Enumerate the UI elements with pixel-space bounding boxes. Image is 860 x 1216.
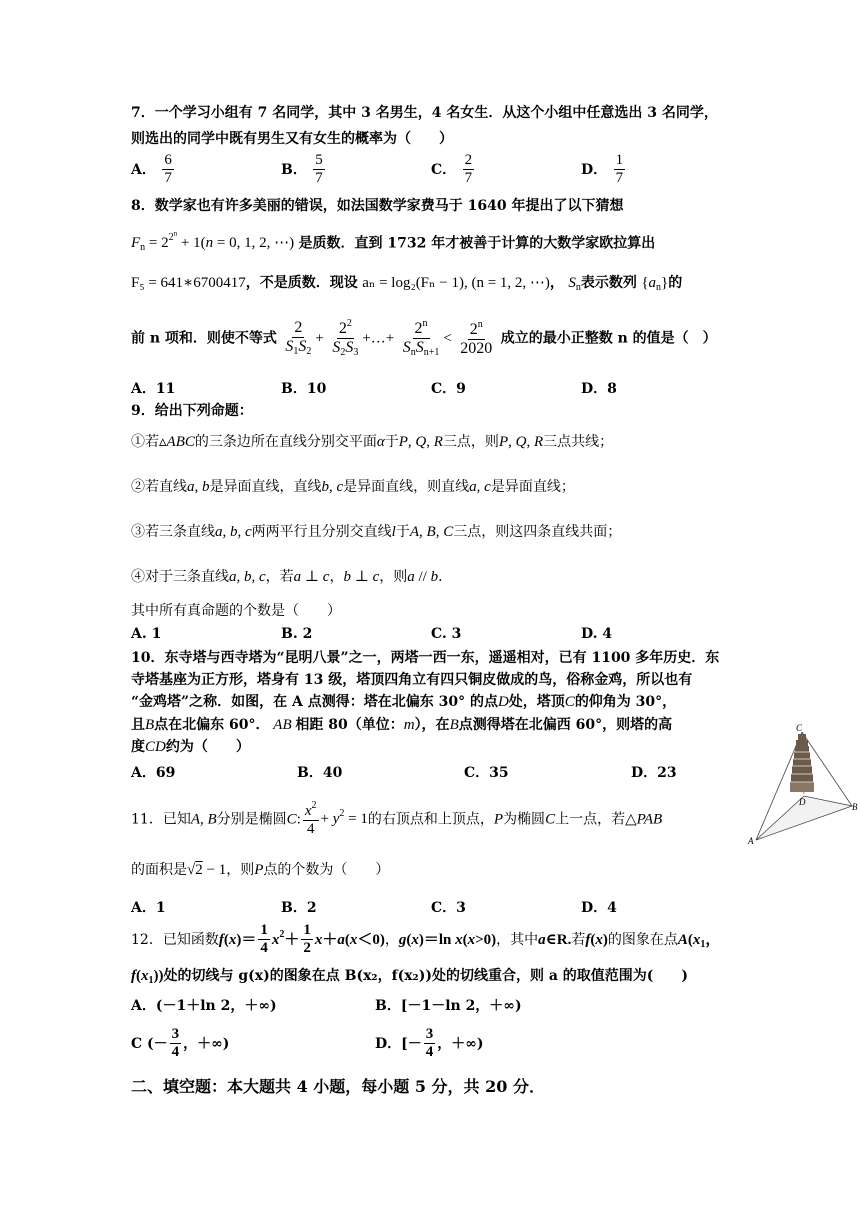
pagoda-icon	[790, 734, 814, 792]
q7-stem-line2: 则选出的同学中既有男生又有女生的概率为（ ）	[131, 131, 453, 147]
q7-option-b-fraction: $\frac{5}{7}$	[315, 152, 323, 187]
q9-option-c[interactable]: C. 3	[431, 626, 462, 642]
q10-stem-line5: 度CD约为（ ）	[131, 739, 250, 755]
q8-option-c[interactable]: C．9	[431, 381, 466, 397]
q10-stem-line3: “金鸡塔”之称．如图，在 A 点测得：塔在北偏东 30° 的点D处，塔顶C的仰角为 30°，	[131, 694, 677, 710]
q12-stem-line1: 12．已知函数f(x)＝ $\frac{1}{4}$ $x^2+$ $\frac{1}{2}$ x＋a(x＜0)，g(x)＝ln x(x>0)，其中a∈R.若f(x)的图象在点$A(x_1$，	[131, 922, 721, 957]
q10-stem-line1: 10．东寺塔与西寺塔为“昆明八景”之一，两塔一西一东，遥遥相对，已有 1100 多年历史．东	[131, 650, 720, 666]
q10-option-c[interactable]: C．35	[464, 765, 509, 781]
q12-option-c[interactable]: C (－ $\frac{3}{4}$ ，＋∞)	[131, 1026, 230, 1061]
q9-question: 其中所有真命题的个数是（ ）	[131, 603, 341, 619]
section-2-heading: 二、填空题：本大题共 4 小题，每小题 5 分，共 20 分．	[131, 1077, 545, 1096]
q7-option-d[interactable]: D． $\frac{1}{7}$	[581, 152, 624, 187]
q9-option-b[interactable]: B. 2	[281, 626, 313, 642]
q11-option-c[interactable]: C．3	[431, 900, 466, 916]
figure-label-d: D	[799, 797, 806, 807]
q7-option-d-fraction: $\frac{1}{7}$	[615, 152, 624, 187]
q10-option-b[interactable]: B．40	[297, 765, 343, 781]
q11-option-a[interactable]: A．1	[131, 900, 166, 916]
q12-stem-line2: $f(x_1)$)处的切线与 g(x)的图象在点 B(x₂，f(x₂))处的切线重合，则 a 的取值范围为( )	[131, 968, 689, 986]
q7-stem-line1: 7．一个学习小组有 7 名同学，其中 3 名男生，4 名女生．从这个小组中任意选出 3 名同学，	[131, 105, 718, 121]
fermat-formula: $F_n = 2^{2^n} + 1(n = 0$, 1, 2, ⋯)	[131, 230, 295, 254]
q8-option-a[interactable]: A．11	[131, 381, 176, 397]
figure-label-b: B	[852, 802, 858, 812]
sequence-definition: aₙ = log₂(Fₙ − 1), (n = 1, 2, ⋯)	[362, 275, 550, 291]
q11-stem-line2: 的面积是√2 − 1，则P点的个数为（ ）	[131, 862, 390, 878]
q7-option-c[interactable]: C． $\frac{2}{7}$	[431, 152, 473, 187]
q9-proposition-1: ①若▵ABC的三条边所在直线分别交平面α于P, Q, R三点，则P, Q, R三点共线；	[131, 434, 614, 450]
figure-label-a: A	[748, 836, 754, 846]
q9-proposition-4: ④对于三条直线a, b, c，若a ⊥ c，b ⊥ c，则a // b．	[131, 569, 453, 585]
q9-proposition-2: ②若直线a, b是异面直线，直线b, c是异面直线，则直线a, c是异面直线；	[131, 479, 575, 495]
q8-option-d[interactable]: D．8	[581, 381, 617, 397]
q8-stem-line2: $F_n = 2^{2^n} + 1(n = 0$, 1, 2, ⋯) 是质数．直到 1732 年才被善于计算的大数学家欧拉算出	[131, 230, 656, 254]
q9-option-d[interactable]: D. 4	[581, 626, 613, 642]
q7-option-b[interactable]: B． $\frac{5}{7}$	[281, 152, 323, 187]
figure-label-c: C	[796, 723, 803, 733]
q12-option-b[interactable]: B．[－1－ln 2，＋∞)	[375, 998, 522, 1014]
q8-stem-line3: F₅ = 641∗6700417，不是质数．现设 aₙ = log₂(Fₙ − 1), (n = 1, 2, ⋯)， $S_n$表示数列 $\{a_n\}$的	[131, 275, 683, 293]
q9-title: 9．给出下列命题：	[131, 403, 253, 419]
q12-option-d[interactable]: D．[－ $\frac{3}{4}$ ，＋∞)	[375, 1026, 484, 1061]
q9-option-a[interactable]: A. 1	[131, 626, 162, 642]
pagoda-figure	[742, 720, 858, 846]
q9-proposition-3: ③若三条直线a, b, c两两平行且分别交直线l于A, B, C三点，则这四条直线共面；	[131, 524, 622, 540]
q7-option-a-fraction: $\frac{6}{7}$	[164, 152, 172, 187]
q10-stem-line2: 寺塔基座为正方形，塔身有 13 级，塔顶四角立有四只铜皮做成的鸟，俗称金鸡，所以也有	[131, 672, 693, 688]
q8-stem-line4: 前 n 项和．则使不等式 $\frac{2}{S_1S_2}$ + $\frac{2^2}{S_2S_3}$ +…+ $\frac{2^n}{S_nS_{n+1}}$ < $\frac{2^n}{2020}$ 成立的最小正整数 n 的值是（ ）	[131, 318, 717, 359]
q7-option-c-fraction: $\frac{2}{7}$	[464, 152, 473, 187]
q10-stem-line4: 且B点在北偏东 60°． AB 相距 80（单位：m），在B点测得塔在北偏西 60°，则塔的高	[131, 717, 673, 733]
q12-option-a[interactable]: A．(－1＋ln 2，＋∞)	[131, 998, 277, 1014]
q10-option-a[interactable]: A．69	[131, 765, 176, 781]
q11-stem-line1: 11．已知A, B分别是椭圆C: $\frac{x^2}{4}$ + $y^2 = 1$的右顶点和上顶点，P为椭圆C上一点，若△PAB	[131, 800, 663, 838]
q7-option-a[interactable]: A． $\frac{6}{7}$	[131, 152, 172, 187]
euler-factorization: F₅ = 641∗6700417	[131, 275, 246, 291]
q8-option-b[interactable]: B．10	[281, 381, 327, 397]
q11-option-d[interactable]: D．4	[581, 900, 617, 916]
q8-stem-line1: 8．数学家也有许多美丽的错误，如法国数学家费马于 1640 年提出了以下猜想	[131, 198, 624, 214]
q10-option-d[interactable]: D．23	[631, 765, 677, 781]
q11-option-b[interactable]: B．2	[281, 900, 317, 916]
